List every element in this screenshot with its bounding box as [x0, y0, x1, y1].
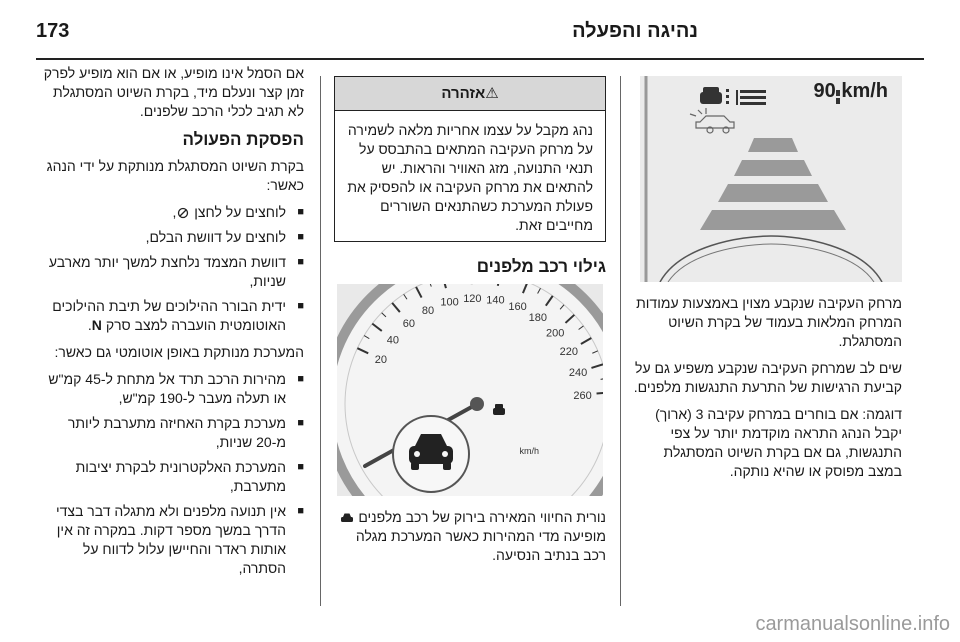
- section-title: גילוי רכב מלפנים: [476, 257, 606, 276]
- paragraph: שים לב שמרחק העקיבה שנקבע משפיע גם על קביעת הרגישות של התרעת התנגשות מלפנים.: [633, 360, 902, 395]
- hud-following-distance-figure: [640, 76, 902, 282]
- list-item: ■ מהירות הרכב תרד אל מתחת ל-45 קמ"ש או תעלה מעבר ל-190 קמ"ש,: [36, 370, 304, 408]
- column-divider-left: [320, 76, 321, 606]
- paragraph: דוגמה: אם בוחרים במרחק עקיבה 3 (ארוך) יקבל הנהג התראה מוקדמת יותר על צפי התנגשות, גם אם בקרת השיוט המסתגלת במצב מפוסק או שהיא נותקה.: [655, 406, 902, 479]
- gauge-tick-label: 260: [573, 389, 592, 402]
- warning-body: [335, 111, 605, 241]
- hud-illustration: [640, 76, 902, 282]
- list-item: ■ לוחצים על דוושת הבלם,: [36, 228, 304, 247]
- gauge-tick-label: 160: [508, 301, 527, 314]
- gauge-tick-label: 20: [374, 354, 388, 367]
- gauge-tick-label: 200: [545, 327, 565, 340]
- list-item: ■ אין תנועה מלפנים ולא מתגלה דבר בצדי הדרך במשך מספר דקות. במקרה זה אין אותות ראדר והחיישן עלול לדווח על הסתרה,: [36, 502, 304, 578]
- gauge-tick-label: 220: [559, 346, 578, 358]
- warning-box: [334, 76, 606, 242]
- page-number: 173: [36, 20, 70, 42]
- warning-title: אזהרה: [441, 85, 486, 102]
- speedometer-figure: [337, 284, 603, 496]
- paragraph: בקרת השיוט המסתגלת מנותקת על ידי הנהג כאשר:: [46, 158, 304, 193]
- right-column: [626, 76, 902, 489]
- intro-paragraph: אם הסמל אינו מופיע, או אם הוא מופיע לפרק זמן קצר ונעלם מיד, בקרת השיוט המסתגלת לא תגיב לכלי הרכב שלפנים.: [43, 65, 304, 119]
- warning-header: [335, 77, 605, 111]
- gauge-tick-label: 40: [386, 334, 400, 347]
- gauge-tick-label: 80: [421, 304, 435, 317]
- following-distance-bars-icon: [736, 90, 766, 105]
- header-divider: [36, 58, 924, 60]
- column-divider-right: [620, 76, 621, 606]
- middle-column: [334, 76, 606, 573]
- paragraph: המערכת מנותקת באופן אוטומטי גם כאשר:: [54, 344, 304, 360]
- speedometer-gauge: [337, 284, 603, 496]
- neutral-gear-letter: N: [91, 317, 102, 333]
- paragraph: מרחק העקיבה שנקבע מצוין באמצעות עמודות המרחק המלאות בעמוד של בקרת השיוט המסתגלת.: [636, 295, 902, 349]
- cruise-cancel-icon: [176, 207, 190, 219]
- gauge-tick-label: 140: [486, 294, 505, 307]
- list-item: ■ המערכת האלקטרונית לבקרת יציבות מתערבת,: [36, 458, 304, 496]
- list-item: ■ מערכת בקרת האחיזה מתערבת ליותר מ-20 שניות,: [36, 414, 304, 452]
- figure-caption: נורית החיווי המאירה בירוק של רכב מלפנים מופיעה מדי המהירות כאשר המערכת מגלה רכב בנתיב הנסיעה.: [334, 508, 606, 565]
- list-item: ■ ידית הבורר ההילוכים של תיבת ההילוכים האוטומטית הועברה למצב סרק N.: [36, 297, 304, 335]
- gauge-tick-label: 120: [463, 293, 482, 306]
- needle-hub: [470, 397, 484, 411]
- hud-speed-readout: 90 km/h: [813, 80, 888, 102]
- page-header: [0, 0, 960, 62]
- gauge-tick-label: 60: [402, 317, 415, 330]
- gauge-tick-label: 100: [440, 296, 459, 309]
- left-column: [36, 64, 304, 586]
- section-title: הפסקת הפעולה: [182, 130, 304, 149]
- gauge-tick-label: 240: [568, 367, 588, 380]
- gauge-unit-label: km/h: [519, 446, 539, 456]
- disengage-list-driver: [36, 203, 304, 335]
- warning-text: נהג מקבל על עצמו אחריות מלאה לשמירה על מרחק העקיבה המתאים בהתבסס על תנאי התנועה, מזג האוויר והראות. יש להתאים את מרחק העקיבה או להפסיק את פעולת המערכת כשהתנאים השוררים מחייבים זאת.: [347, 122, 593, 233]
- gauge-tick: [597, 392, 603, 393]
- list-item: ■ לוחצים על לחצן ,: [36, 203, 304, 222]
- warning-triangle-icon: ⚠: [485, 85, 499, 102]
- chapter-title: נהיגה והפעלה: [572, 20, 698, 42]
- list-item: ■ דוושת המצמד נלחצת למשך יותר מארבע שניות,: [36, 253, 304, 291]
- car-indicator-icon: [340, 512, 354, 524]
- watermark-text[interactable]: carmanualsonline.info: [755, 613, 950, 635]
- gauge-tick-label: 180: [528, 312, 547, 325]
- disengage-list-auto: [36, 370, 304, 578]
